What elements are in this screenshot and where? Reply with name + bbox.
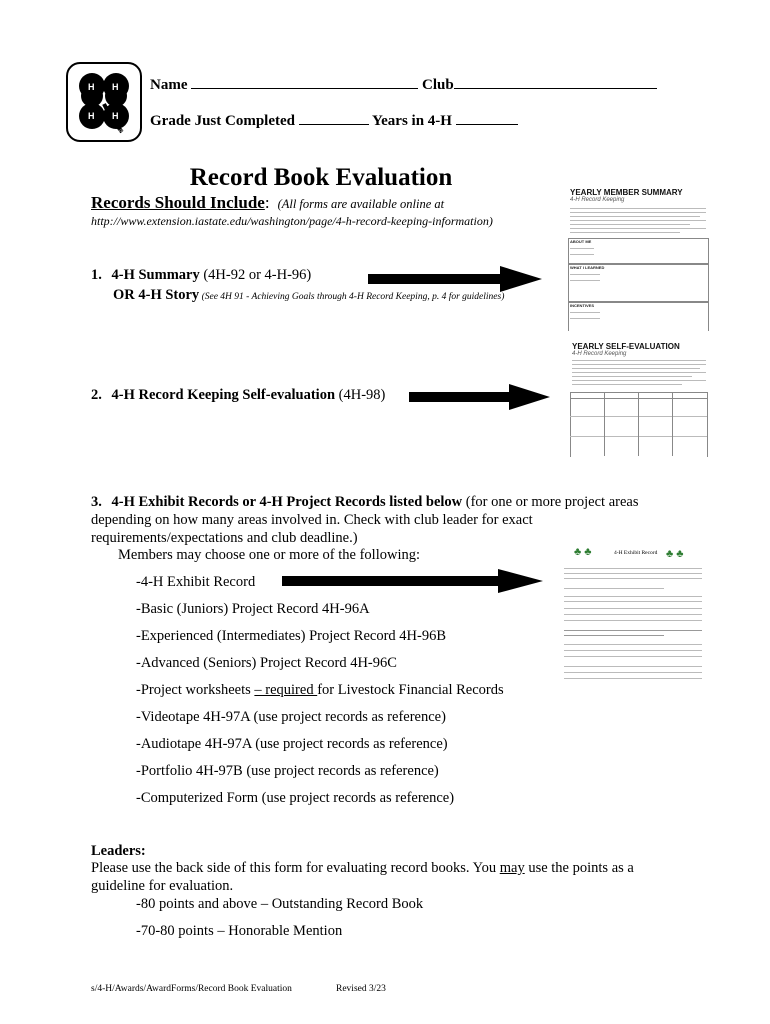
svg-text:H: H [88, 82, 95, 92]
option-advanced-record: -Advanced (Seniors) Project Record 4H-96C [136, 655, 397, 671]
leaders-may: may [499, 860, 525, 876]
leaders-text [91, 860, 634, 877]
footer-revised: Revised 3/23 [336, 984, 386, 994]
leaders-text-end: use the points as a [524, 860, 634, 876]
grade-years-row [150, 110, 518, 130]
self-thumb-subtitle: 4-H Record Keeping [572, 351, 627, 357]
self-thumb-title: YEARLY SELF-EVALUATION [572, 342, 680, 351]
option-exhibit-record: -4-H Exhibit Record [136, 574, 256, 590]
option-computerized-form: -Computerized Form (use project records as reference) [136, 790, 455, 806]
yearly-self-evaluation-thumbnail [570, 342, 708, 457]
exhibit-record-thumbnail [562, 546, 704, 686]
name-field[interactable] [191, 74, 418, 89]
item-1-title: 4-H Summary [111, 267, 200, 283]
grade-field[interactable] [299, 110, 369, 125]
summary-thumb-box3: INCENTIVES [570, 303, 595, 308]
page-title: Record Book Evaluation [189, 164, 453, 191]
item-3 [91, 494, 638, 511]
arrow-right-icon [282, 569, 544, 593]
4h-clover-logo [66, 62, 142, 142]
summary-thumb-box2: WHAT I LEARNED [570, 265, 605, 270]
name-label: Name [150, 77, 188, 93]
club-label: Club [422, 77, 454, 93]
logo-id-text: IMAGE ID [112, 128, 131, 133]
worksheets-label: -Project worksheets [136, 682, 255, 698]
item-1 [91, 267, 311, 284]
records-colon: : [264, 193, 270, 212]
clover-icon: ♣ ♣ [574, 546, 592, 558]
records-heading: Records Should Include [91, 193, 265, 212]
item-2-title: 4-H Record Keeping Self-evaluation [111, 387, 336, 403]
footer-path: s/4-H/Awards/AwardForms/Record Book Evaluation [91, 984, 292, 994]
option-portfolio: -Portfolio 4H-97B (use project records as reference) [136, 763, 439, 779]
exhibit-thumb-title: 4-H Exhibit Record [614, 550, 658, 556]
option-project-worksheets [136, 682, 504, 699]
svg-text:H: H [88, 111, 95, 121]
records-heading-row [91, 193, 444, 213]
item-3-desc: (for one or more project areas [462, 494, 639, 510]
option-basic-record: -Basic (Juniors) Project Record 4H-96A [136, 601, 370, 617]
arrow-right-icon [368, 266, 543, 292]
summary-thumb-subtitle: 4-H Record Keeping [570, 197, 625, 203]
svg-text:H: H [112, 82, 119, 92]
summary-thumb-box1: ABOUT ME [570, 239, 592, 244]
option-videotape: -Videotape 4H-97A (use project records as reference) [136, 709, 446, 725]
leaders-heading: Leaders: [91, 843, 146, 859]
item-3-line2: depending on how many areas involved in. Check with club leader for exact [91, 512, 533, 528]
item-3-line3: requirements/expectations and club deadline.) [91, 530, 358, 546]
years-field[interactable] [456, 110, 518, 125]
members-choose-text: Members may choose one or more of the following: [118, 547, 421, 563]
yearly-member-summary-thumbnail [568, 188, 709, 331]
grade-label: Grade Just Completed [150, 113, 295, 129]
clover-icon: ♣ ♣ [666, 548, 684, 560]
item-3-title: 4-H Exhibit Records or 4-H Project Records listed below [111, 494, 463, 510]
club-field[interactable] [454, 74, 657, 89]
records-url[interactable]: http://www.extension.iastate.edu/washington/page/4-h-record-keeping-information) [91, 214, 493, 228]
item-1-story-note: (See 4H 91 - Achieving Goals through 4-H Record Keeping, p. 4 for guidelines) [199, 292, 505, 302]
option-experienced-record: -Experienced (Intermediates) Project Record 4H-96B [136, 628, 447, 644]
item-2-forms: (4H-98) [335, 387, 386, 403]
name-club-row [150, 74, 657, 94]
records-note: (All forms are available online at [277, 197, 445, 211]
summary-thumb-title: YEARLY MEMBER SUMMARY [570, 188, 683, 197]
svg-text:H: H [112, 111, 119, 121]
worksheets-required: – required [254, 682, 318, 698]
item-3-number: 3. [91, 494, 102, 510]
option-audiotape: -Audiotape 4H-97A (use project records as reference) [136, 736, 448, 752]
item-1-story: OR 4-H Story [113, 287, 200, 303]
years-label: Years in 4-H [371, 113, 452, 129]
item-2-number: 2. [91, 387, 102, 403]
leaders-text-line2: guideline for evaluation. [91, 878, 234, 894]
item-1-forms: (4H-92 or 4-H-96) [199, 267, 312, 283]
worksheets-livestock: for Livestock Financial Records [317, 682, 504, 698]
item-1-number: 1. [91, 267, 102, 283]
item-2 [91, 387, 385, 404]
points-honorable: -70-80 points – Honorable Mention [136, 923, 343, 939]
points-outstanding: -80 points and above – Outstanding Record Book [136, 896, 424, 912]
arrow-right-icon [409, 384, 551, 410]
leaders-text-start: Please use the back side of this form for evaluating record books. You [91, 860, 500, 876]
